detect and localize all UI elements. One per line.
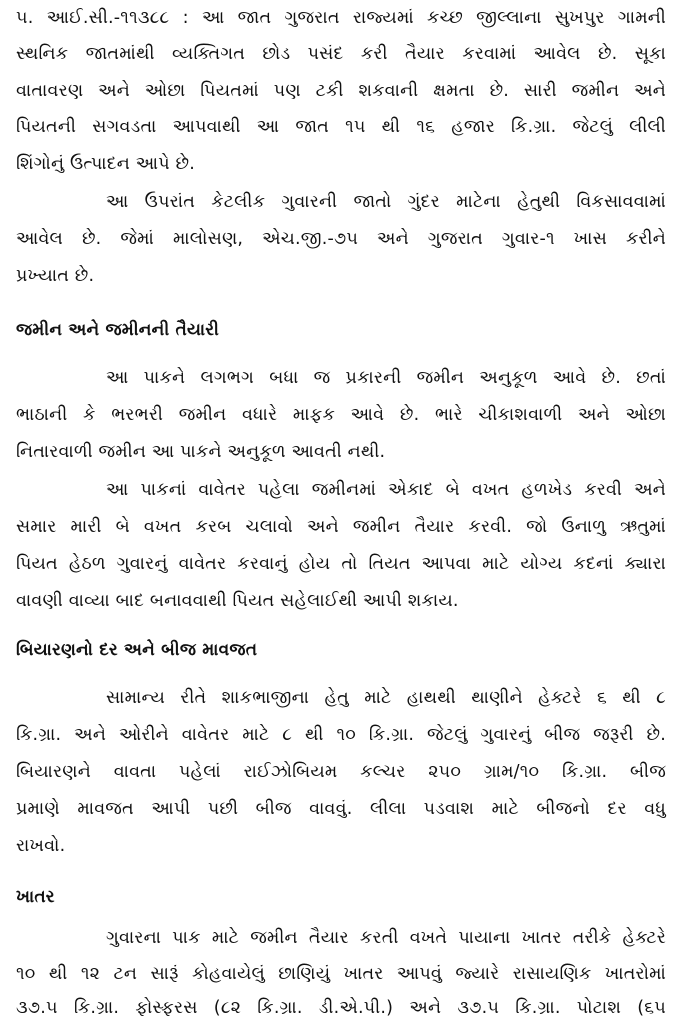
text-line: ગુવારના પાક માટે જમીન તૈયાર કરતી વખતે પાયાના ખાતર તરીકે હેક્ટરે <box>106 928 666 948</box>
text-line: આ પાકને લગભગ બધા જ પ્રકારની જમીન અનુકૂળ આવે છે. છતાં <box>106 368 666 388</box>
text-line: સ્થનિક જાતમાંથી વ્યક્તિગત છોડ પસંદ કરી તૈયાર કરવામાં આવેલ છે. સૂકા <box>16 44 666 64</box>
text-line: બિયારણને વાવતા પહેલાં રાઈઝોબિયમ કલ્ચર ૨૫૦ ગ્રામ/૧૦ કિ.ગ્રા. બીજ <box>16 762 666 782</box>
text-line: સામાન્ય રીતે શાકભાજીના હેતુ માટે હાથથી થાણીને હેક્ટરે ૬ થી ૮ <box>106 688 666 708</box>
text-line: કિ.ગ્રા. અને ઓરીને વાવેતર માટે ૮ થી ૧૦ કિ.ગ્રા. જેટલું ગુવારનું બીજ જરૂરી છે. <box>16 725 666 745</box>
text-line: વાતાવરણ અને ઓછા પિયતમાં પણ ટકી શકવાની ક્ષમતા છે. સારી જમીન અને <box>16 81 666 101</box>
text-line: નિતારવાળી જમીન આ પાકને અનુકૂળ આવતી નથી. <box>16 442 386 462</box>
text-line: આ પાકનાં વાવેતર પહેલા જમીનમાં એકાદ બે વખત હળખેડ કરવી અને <box>106 480 666 500</box>
text-line: પ્રખ્યાત છે. <box>16 266 95 286</box>
section-heading: બિયારણનો દર અને બીજ માવજત <box>16 640 258 660</box>
text-line: વાવણી વાવ્યા બાદ બનાવવાથી પિયત સહેલાઈથી આપી શકાય. <box>16 591 459 611</box>
text-line: ભાઠાની કે ભરભરી જમીન વધારે માફક આવે છે. ભારે ચીકાશવાળી અને ઓછા <box>16 405 666 425</box>
text-line: આ ઉપરાંત કેટલીક ગુવારની જાતો ગુંદર માટેના હેતુથી વિકસાવવામાં <box>106 192 666 212</box>
text-line: શિંગોનું ઉત્પાદન આપે છે. <box>16 154 196 174</box>
text-line: ૫. આઈ.સી.-૧૧૩૮૮ : આ જાત ગુજરાત રાજ્યમાં કચ્છ જીલ્લાના સુખપુર ગામની <box>16 8 666 28</box>
text-line: સમાર મારી બે વખત કરબ ચલાવો અને જમીન તૈયાર કરવી. જો ઉનાળુ ઋતુમાં <box>16 517 666 537</box>
text-line: ૩૭.૫ કિ.ગ્રા. ફોસ્ફરસ (૮૨ કિ.ગ્રા. ડી.એ.પી.) અને ૩૭.૫ કિ.ગ્રા. પોટાશ (૬૫ <box>16 998 666 1018</box>
section-heading: ખાતર <box>16 887 55 907</box>
text-line: રાખવો. <box>16 836 66 856</box>
text-line: પિયત હેઠળ ગુવારનું વાવેતર કરવાનું હોય તો તિયત આપવા માટે યોગ્ય કદનાં ક્યારા <box>16 554 666 574</box>
section-heading: જમીન અને જમીનની તૈયારી <box>16 320 220 340</box>
text-line: પિયતની સગવડતા આપવાથી આ જાત ૧૫ થી ૧૬ હજાર કિ.ગ્રા. જેટલું લીલી <box>16 117 666 137</box>
text-line: આવેલ છે. જેમાં માલોસણ, એચ.જી.-૭૫ અને ગુજરાત ગુવાર-૧ ખાસ કરીને <box>16 229 666 249</box>
text-line: પ્રમાણે માવજત આપી પછી બીજ વાવવું. લીલા પડવાશ માટે બીજનો દર વધુ <box>16 799 666 819</box>
text-line: ૧૦ થી ૧૨ ટન સારૂં કોહવાયેલું છાણિયું ખાતર આપવું જ્યારે રાસાયણિક ખાતરોમાં <box>16 964 666 984</box>
